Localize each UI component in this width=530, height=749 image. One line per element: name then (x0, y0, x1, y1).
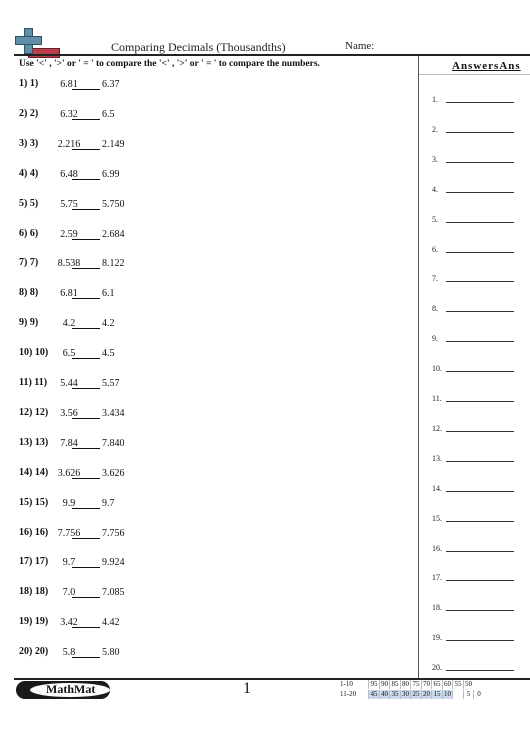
problem-number: 19) 19) (19, 616, 49, 628)
answer-blank[interactable] (446, 162, 514, 163)
answer-number: 15. (432, 513, 442, 523)
comparison-blank[interactable] (72, 149, 100, 150)
problem-number: 5) 5) (19, 197, 39, 209)
answer-number: 8. (432, 304, 438, 314)
score-cell (452, 690, 463, 699)
answer-blank[interactable] (446, 551, 514, 552)
right-number: 9.924 (102, 557, 125, 569)
comparison-blank[interactable] (72, 478, 100, 479)
comparison-blank[interactable] (72, 119, 100, 120)
answer-blank[interactable] (446, 461, 514, 462)
answer-blank[interactable] (446, 192, 514, 193)
problem-number: 7) 7) (19, 257, 39, 269)
comparison-blank[interactable] (72, 627, 100, 628)
worksheet-title: Comparing Decimals (Thousandths) (111, 40, 286, 54)
left-number: 6.5 (62, 348, 76, 360)
left-number: 8.538 (57, 258, 81, 270)
right-number: 7.756 (102, 527, 125, 539)
answer-blank[interactable] (446, 670, 514, 671)
problem-number: 15) 15) (19, 496, 49, 508)
left-number: 4.2 (62, 318, 76, 330)
answer-number: 1. (432, 95, 438, 104)
mathmat-logo (16, 681, 110, 699)
answer-blank[interactable] (446, 491, 514, 492)
score-cell: 85 (389, 680, 400, 689)
answer-blank[interactable] (446, 371, 514, 372)
comparison-blank[interactable] (72, 298, 100, 299)
right-number: 4.42 (102, 617, 120, 629)
answer-blank[interactable] (446, 222, 514, 223)
answer-blank[interactable] (446, 252, 514, 253)
left-number: 7.0 (62, 587, 76, 599)
left-number: 5.44 (60, 378, 78, 389)
math-logo-icon (14, 28, 60, 56)
right-number: 5.57 (102, 378, 120, 389)
comparison-blank[interactable] (72, 388, 100, 389)
right-number: 2.149 (102, 138, 125, 150)
right-number: 3.434 (102, 407, 125, 419)
score-cell: 15 (431, 690, 442, 699)
right-number: 6.99 (102, 168, 120, 180)
comparison-blank[interactable] (72, 508, 100, 509)
answer-column-divider (418, 56, 419, 678)
right-number: 2.684 (102, 228, 125, 240)
problem-number: 16) 16) (19, 526, 49, 538)
answer-number: 19. (432, 633, 442, 643)
left-number: 2.59 (60, 228, 78, 240)
comparison-blank[interactable] (72, 209, 100, 210)
right-number: 5.80 (102, 647, 120, 659)
right-number: 8.122 (102, 258, 125, 270)
left-number: 5.75 (60, 198, 78, 210)
problem-number: 6) 6) (19, 227, 39, 239)
score-cell: 0 (473, 690, 484, 699)
score-cell: 45 (368, 690, 379, 699)
left-number: 6.32 (60, 108, 78, 120)
answer-blank[interactable] (446, 610, 514, 611)
problem-number: 1) 1) (19, 78, 39, 89)
left-number: 3.626 (57, 467, 81, 479)
problem-number: 20) 20) (19, 646, 49, 658)
comparison-blank[interactable] (72, 358, 100, 359)
answer-blank[interactable] (446, 102, 514, 103)
answer-number: 13. (432, 453, 442, 463)
right-number: 5.750 (102, 198, 125, 210)
name-label: Name: (345, 40, 375, 52)
problem-number: 3) 3) (19, 137, 39, 149)
answer-blank[interactable] (446, 401, 514, 402)
left-number: 9.7 (62, 557, 76, 569)
answer-blank[interactable] (446, 311, 514, 312)
answer-blank[interactable] (446, 341, 514, 342)
problem-number: 8) 8) (19, 287, 39, 299)
answer-number: 6. (432, 244, 438, 254)
problem-number: 12) 12) (19, 406, 49, 418)
answer-number: 11. (432, 394, 442, 403)
left-number: 5.8 (62, 647, 76, 659)
score-cell: 95 (368, 680, 379, 689)
right-number: 7.085 (102, 587, 125, 599)
score-cell: 35 (389, 690, 400, 699)
problem-number: 10) 10) (19, 347, 49, 359)
answer-blank[interactable] (446, 640, 514, 641)
problem-number: 4) 4) (19, 167, 39, 179)
answer-number: 3. (432, 154, 438, 164)
right-number: 4.2 (102, 318, 115, 330)
comparison-blank[interactable] (72, 179, 100, 180)
score-cell: 30 (400, 690, 411, 699)
problem-number: 11) 11) (19, 377, 48, 388)
answer-blank[interactable] (446, 132, 514, 133)
problem-number: 17) 17) (19, 556, 49, 568)
left-number: 2.216 (57, 138, 81, 150)
score-cell: 65 (431, 680, 442, 689)
problem-number: 2) 2) (19, 107, 39, 119)
problem-number: 14) 14) (19, 466, 49, 478)
instructions: Use '<' , '>' or ' = ' to compare the '<' , '>' or ' = ' to compare the numbers. (19, 59, 320, 69)
comparison-blank[interactable] (72, 597, 100, 598)
problem-number: 9) 9) (19, 317, 39, 329)
score-cell: 10 (442, 690, 453, 699)
score-cell: 25 (410, 690, 421, 699)
comparison-blank[interactable] (72, 89, 100, 90)
answer-number: 16. (432, 543, 442, 553)
left-number: 7.84 (60, 437, 78, 449)
comparison-blank[interactable] (72, 538, 100, 539)
problem-number: 13) 13) (19, 436, 49, 448)
problem-number: 18) 18) (19, 586, 49, 598)
answer-blank[interactable] (446, 431, 514, 432)
answer-number: 4. (432, 184, 438, 194)
right-number: 7.840 (102, 437, 125, 449)
score-cell: 60 (442, 680, 453, 689)
answer-number: 5. (432, 214, 438, 224)
answer-number: 9. (432, 334, 438, 344)
comparison-blank[interactable] (72, 418, 100, 419)
score-cell: 70 (421, 680, 432, 689)
comparison-blank[interactable] (72, 567, 100, 568)
left-number: 6.81 (60, 288, 78, 300)
answer-blank[interactable] (446, 580, 514, 581)
right-number: 4.5 (102, 348, 115, 360)
score-row-label: 11-20 (340, 690, 357, 698)
left-number: 6.81 (60, 79, 78, 90)
comparison-blank[interactable] (72, 657, 100, 658)
score-cell: 5 (463, 690, 474, 699)
answer-blank[interactable] (446, 281, 514, 282)
comparison-blank[interactable] (72, 448, 100, 449)
left-number: 3.42 (60, 617, 78, 629)
header-divider (14, 54, 530, 56)
score-cell: 90 (379, 680, 390, 689)
answer-number: 18. (432, 603, 442, 613)
score-cell: 50 (463, 680, 474, 689)
answer-number: 14. (432, 483, 442, 493)
answers-heading: AnswersAns (452, 60, 521, 72)
score-cell: 40 (379, 690, 390, 699)
left-number: 7.756 (57, 527, 81, 539)
answers-heading-rule (419, 74, 530, 75)
right-number: 3.626 (102, 467, 125, 479)
answer-number: 7. (432, 274, 438, 284)
answer-number: 2. (432, 124, 438, 134)
score-cell: 75 (410, 680, 421, 689)
score-cell: 20 (421, 690, 432, 699)
score-row-label: 1-10 (340, 680, 353, 688)
score-cell: 80 (400, 680, 411, 689)
answer-number: 17. (432, 573, 442, 583)
answer-number: 20. (432, 663, 442, 673)
page-number: 1 (243, 680, 251, 697)
score-cell: 55 (452, 680, 463, 689)
brand-name: MathMat (46, 682, 96, 696)
comparison-blank[interactable] (72, 328, 100, 329)
comparison-blank[interactable] (72, 239, 100, 240)
right-number: 6.37 (102, 79, 120, 90)
answer-number: 12. (432, 423, 442, 433)
right-number: 6.1 (102, 288, 115, 300)
left-number: 9.9 (62, 497, 76, 509)
left-number: 6.48 (60, 168, 78, 180)
comparison-blank[interactable] (72, 268, 100, 269)
right-number: 9.7 (102, 497, 115, 509)
answer-number: 10. (432, 364, 442, 374)
right-number: 6.5 (102, 108, 115, 120)
left-number: 3.56 (60, 407, 78, 419)
answer-blank[interactable] (446, 521, 514, 522)
